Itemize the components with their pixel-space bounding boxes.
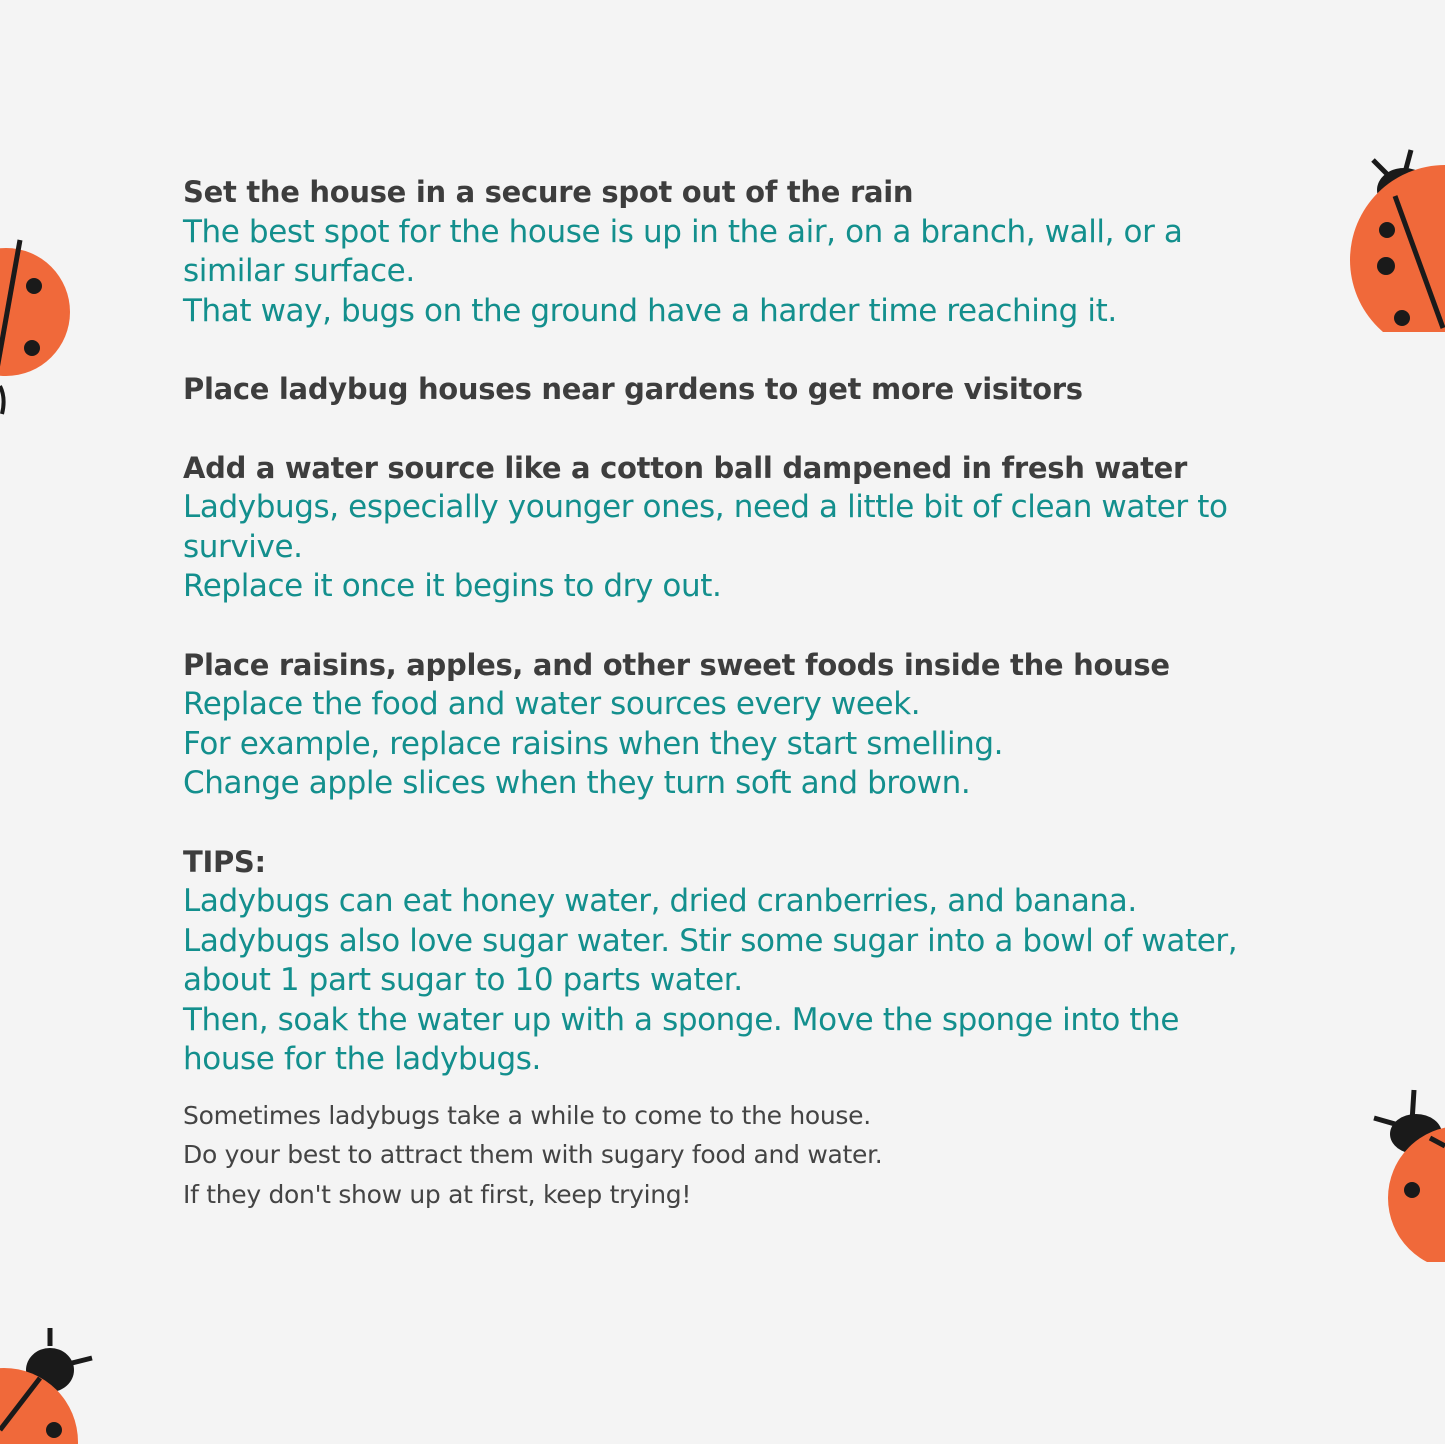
section-heading: Set the house in a secure spot out of the rain: [183, 175, 914, 209]
body-line: Replace it once it begins to dry out.: [183, 568, 722, 604]
body-line: For example, replace raisins when they start smelling.: [183, 725, 1004, 762]
section-sweet-foods: [183, 646, 1283, 804]
body-line: similar surface.: [183, 253, 415, 289]
ladybug-icon: [0, 1326, 96, 1444]
section-secure-spot: [183, 173, 1283, 331]
body-line: Replace the food and water sources every week.: [183, 686, 921, 722]
body-line: about 1 part sugar to 10 parts water.: [183, 962, 743, 998]
section-gardens: [183, 370, 1283, 410]
footer-note: [183, 1096, 1283, 1215]
ladybug-icon: [1370, 1086, 1445, 1262]
body-line: house for the ladybugs.: [183, 1041, 541, 1077]
footer-line: Sometimes ladybugs take a while to come to the house.: [183, 1100, 871, 1130]
body-line: Change apple slices when they turn soft and brown.: [183, 765, 971, 801]
body-line: That way, bugs on the ground have a harder time reaching it.: [183, 292, 1117, 329]
body-line: The best spot for the house is up in the air, on a branch, wall, or a: [183, 213, 1183, 250]
body-line: survive.: [183, 528, 303, 565]
section-heading: Place ladybug houses near gardens to get more visitors: [183, 372, 1083, 406]
body-line: Ladybugs also love sugar water. Stir some sugar into a bowl of water,: [183, 922, 1238, 959]
section-heading: TIPS:: [183, 844, 266, 879]
ladybug-icon: [0, 236, 80, 426]
body-line: Then, soak the water up with a sponge. Move the sponge into the: [183, 1001, 1180, 1038]
section-heading: Add a water source like a cotton ball dampened in fresh water: [183, 450, 1188, 485]
section-heading: Place raisins, apples, and other sweet foods inside the house: [183, 647, 1170, 682]
ladybug-icon: [1345, 146, 1445, 332]
footer-line: If they don't show up at first, keep trying!: [183, 1179, 692, 1209]
section-water-source: [183, 449, 1283, 607]
body-line: Ladybugs, especially younger ones, need a little bit of clean water to: [183, 489, 1228, 525]
body-line: Ladybugs can eat honey water, dried cranberries, and banana.: [183, 883, 1137, 919]
footer-line: Do your best to attract them with sugary food and water.: [183, 1140, 883, 1169]
section-tips: [183, 843, 1283, 1080]
tips-content: [183, 173, 1283, 1214]
